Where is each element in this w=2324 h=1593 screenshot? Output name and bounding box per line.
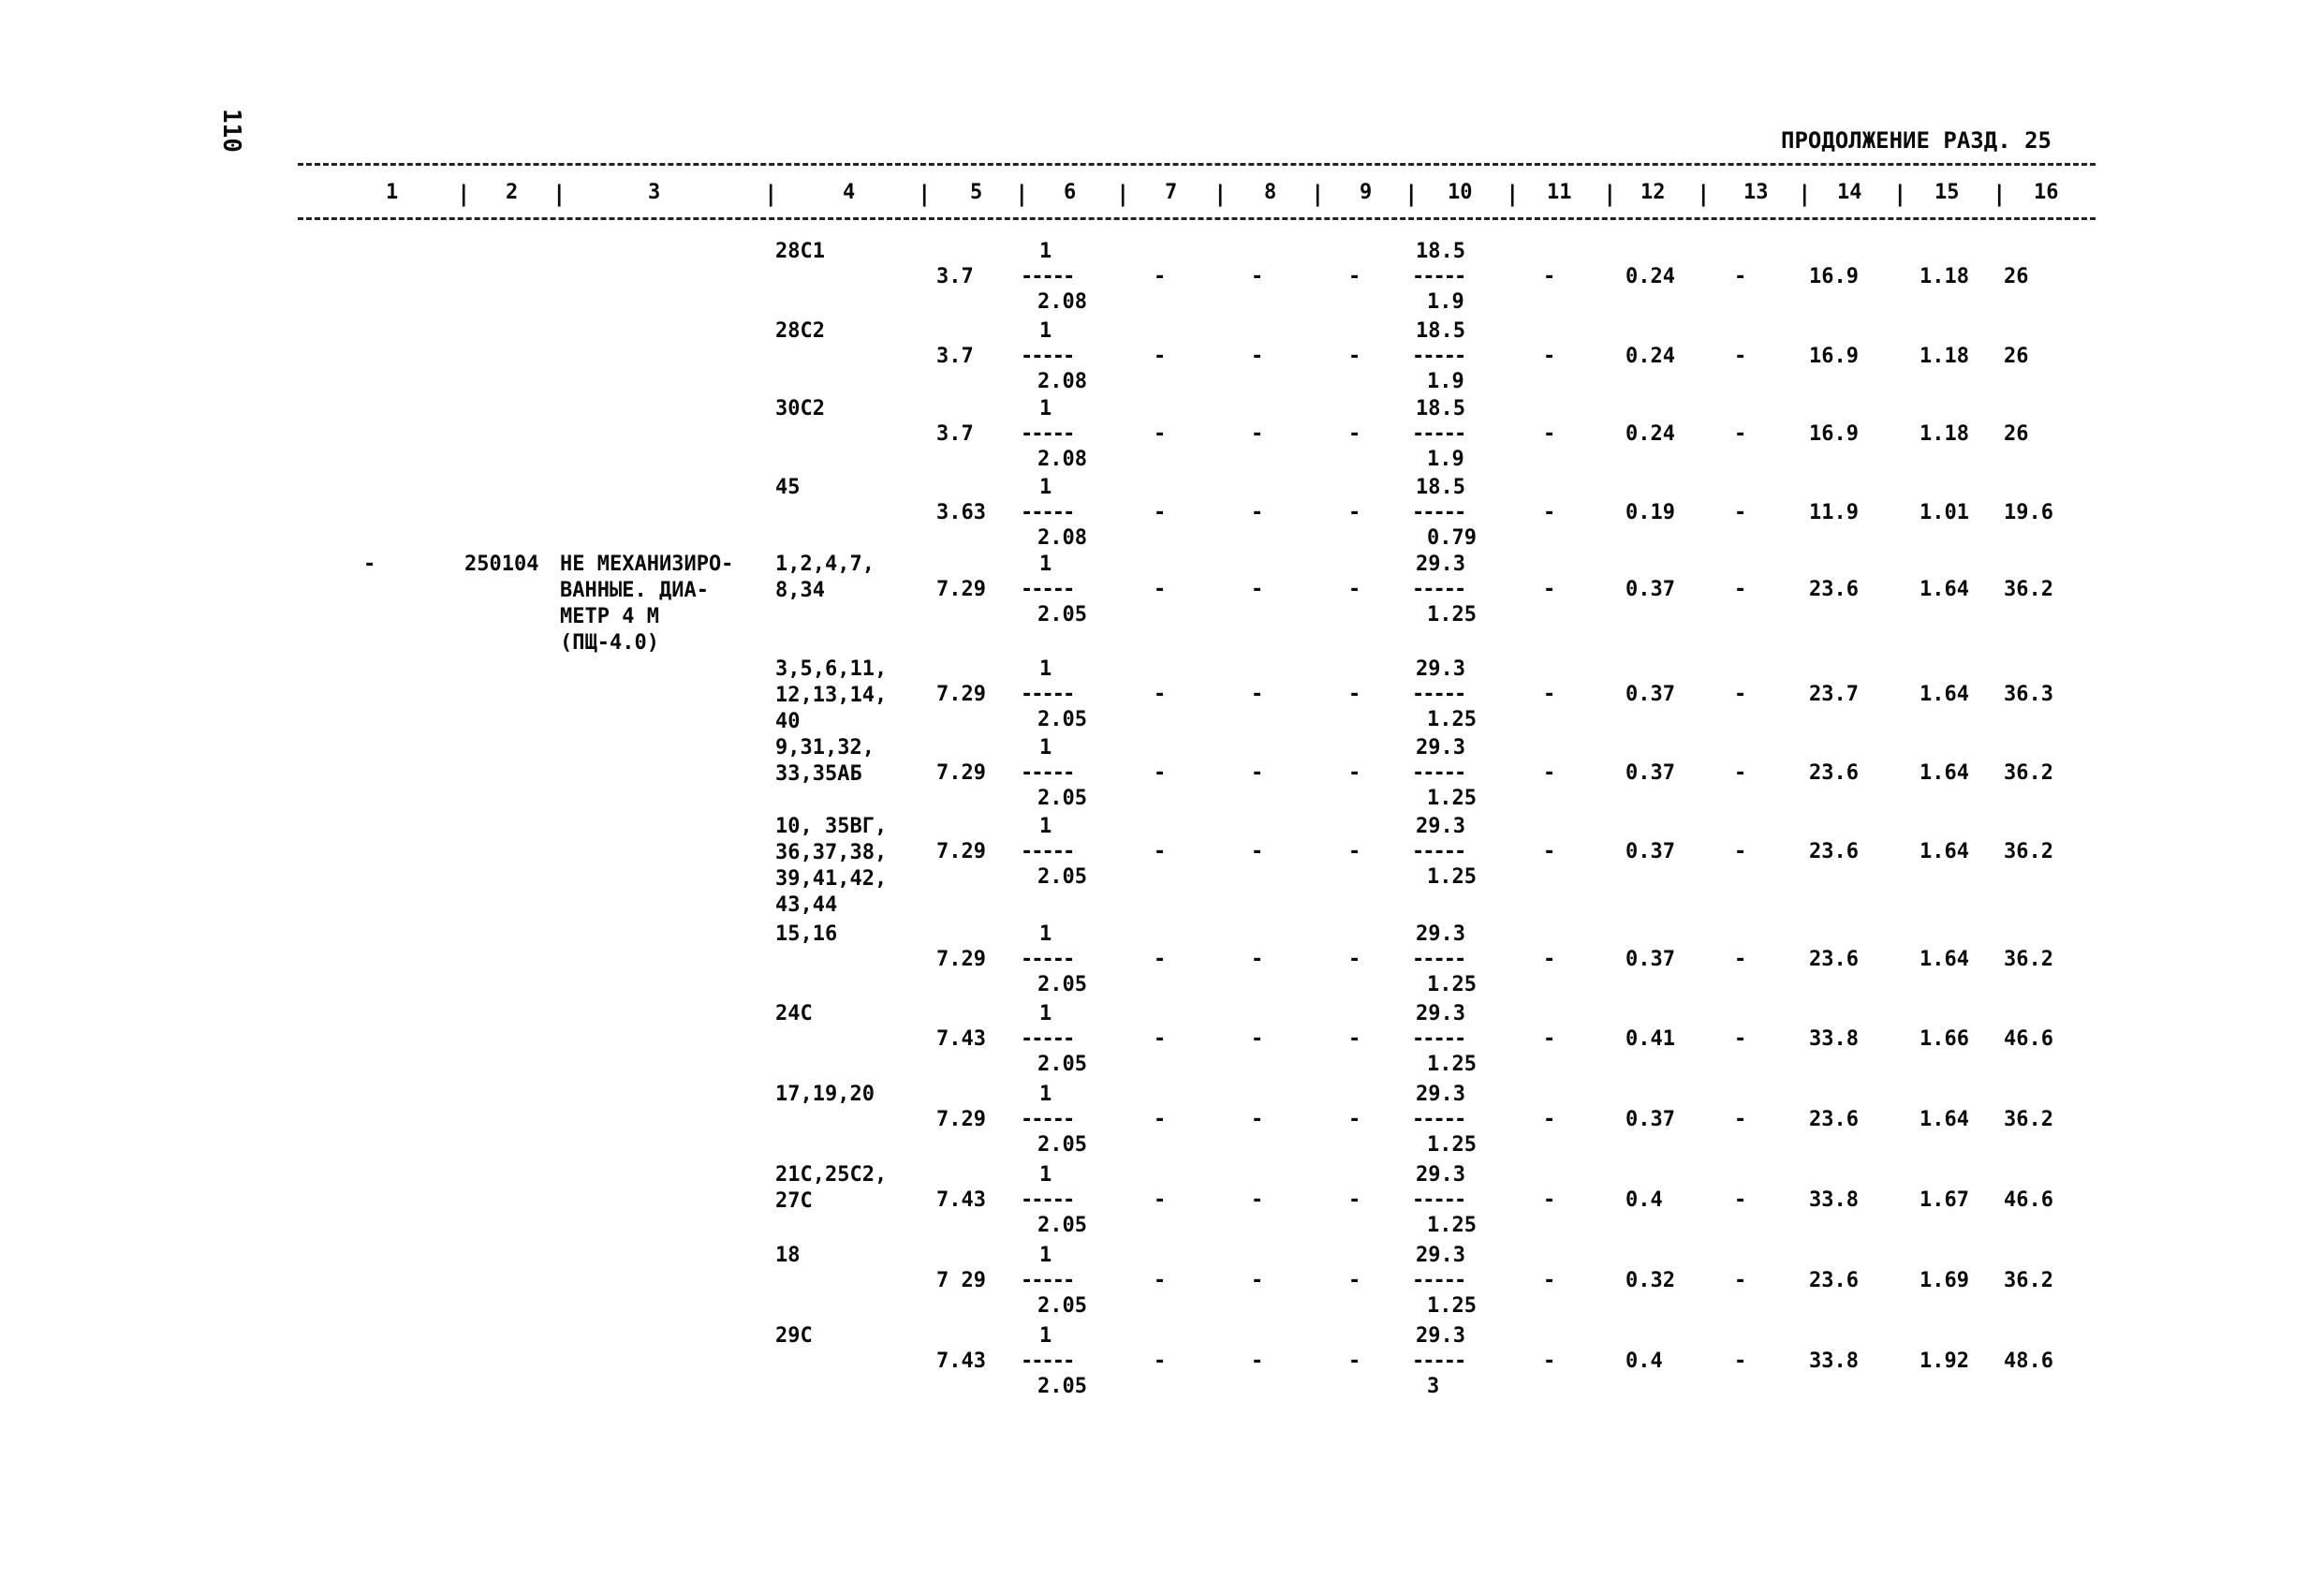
row-col10-fraction-bar: ----- xyxy=(1412,1269,1465,1292)
row-col6-numerator: 1 xyxy=(1039,1324,1052,1348)
row-col11: - xyxy=(1543,761,1556,785)
row-col15: 1.64 xyxy=(1920,683,1969,706)
row-col10-fraction-bar: ----- xyxy=(1412,1188,1465,1212)
row-col9: - xyxy=(1348,578,1361,601)
row-col15: 1.69 xyxy=(1920,1269,1969,1292)
row-col6-denominator: 2.05 xyxy=(1037,1294,1087,1318)
row-col6-numerator: 1 xyxy=(1039,1083,1052,1106)
column-header: 9 xyxy=(1360,181,1373,204)
row-col13: - xyxy=(1734,1269,1747,1292)
row-col14: 33.8 xyxy=(1809,1350,1859,1373)
column-header: 1 xyxy=(386,181,399,204)
row-col15: 1.64 xyxy=(1920,1108,1969,1131)
row-col11: - xyxy=(1543,1269,1556,1292)
column-separator: | xyxy=(1213,181,1228,207)
row-col14: 16.9 xyxy=(1809,265,1859,288)
row-col10-numerator: 29.3 xyxy=(1416,1244,1465,1267)
row-col16: 36.2 xyxy=(2004,948,2053,971)
row-col15: 1.92 xyxy=(1920,1350,1969,1373)
row-col6-denominator: 2.05 xyxy=(1037,1053,1087,1076)
row-col6-fraction-bar: ----- xyxy=(1021,1269,1074,1292)
row-col10-fraction-bar: ----- xyxy=(1412,422,1465,446)
row-col6-numerator: 1 xyxy=(1039,922,1052,946)
row-col12: 0.32 xyxy=(1625,1269,1675,1292)
row-col13: - xyxy=(1734,1188,1747,1212)
row-col14: 23.6 xyxy=(1809,578,1859,601)
row-col10-numerator: 29.3 xyxy=(1416,1002,1465,1025)
row-col10-numerator: 29.3 xyxy=(1416,1083,1465,1106)
row-col8: - xyxy=(1251,422,1264,446)
row-col10-fraction-bar: ----- xyxy=(1412,345,1465,368)
row-col8: - xyxy=(1251,1027,1264,1051)
row-col12: 0.4 xyxy=(1625,1188,1663,1212)
row-col10-numerator: 29.3 xyxy=(1416,553,1465,576)
row-col5: 3.7 xyxy=(936,265,974,288)
section-name-1: НЕ МЕХАНИЗИРО- xyxy=(560,553,734,576)
column-separator: | xyxy=(1893,181,1907,207)
section-code: 250104 xyxy=(464,553,539,576)
row-col8: - xyxy=(1251,1350,1264,1373)
row-col8: - xyxy=(1251,501,1264,524)
column-header: 8 xyxy=(1264,181,1277,204)
continuation-title: ПРОДОЛЖЕНИЕ РАЗД. 25 xyxy=(1781,127,2052,154)
row-col9: - xyxy=(1348,1108,1361,1131)
row-col10-denominator: 1.9 xyxy=(1427,448,1464,471)
row-col11: - xyxy=(1543,840,1556,863)
row-col9: - xyxy=(1348,422,1361,446)
row-col6-fraction-bar: ----- xyxy=(1021,345,1074,368)
row-col6-denominator: 2.08 xyxy=(1037,370,1087,393)
row-col15: 1.18 xyxy=(1920,422,1969,446)
row-col5: 7.29 xyxy=(936,840,986,863)
row-col10-fraction-bar: ----- xyxy=(1412,840,1465,863)
row-col9: - xyxy=(1348,1350,1361,1373)
row-col10-denominator: 1.25 xyxy=(1427,1133,1477,1157)
row-col6-numerator: 1 xyxy=(1039,1002,1052,1025)
row-col4-line: 18 xyxy=(775,1244,801,1267)
section-name-4: (ПЩ-4.0) xyxy=(560,631,659,655)
column-separator: | xyxy=(1015,181,1029,207)
row-col5: 3.63 xyxy=(936,501,986,524)
row-col9: - xyxy=(1348,683,1361,706)
column-separator: | xyxy=(1506,181,1520,207)
row-col8: - xyxy=(1251,1108,1264,1131)
row-col5: 7.29 xyxy=(936,761,986,785)
row-col13: - xyxy=(1734,501,1747,524)
row-col11: - xyxy=(1543,578,1556,601)
row-col10-denominator: 1.25 xyxy=(1427,708,1477,731)
row-col6-denominator: 2.05 xyxy=(1037,603,1087,627)
row-col4-line: 12,13,14, xyxy=(775,684,888,707)
row-col4-line: 45 xyxy=(775,476,801,499)
row-col6-fraction-bar: ----- xyxy=(1021,948,1074,971)
row-col8: - xyxy=(1251,948,1264,971)
row-col10-numerator: 18.5 xyxy=(1416,319,1465,343)
row-col5: 3.7 xyxy=(936,422,974,446)
row-col16: 46.6 xyxy=(2004,1188,2053,1212)
row-col8: - xyxy=(1251,840,1264,863)
row-col9: - xyxy=(1348,761,1361,785)
column-header: 12 xyxy=(1640,181,1666,204)
row-col6-fraction-bar: ----- xyxy=(1021,1350,1074,1373)
row-col8: - xyxy=(1251,1269,1264,1292)
column-separator: | xyxy=(1311,181,1325,207)
row-col10-denominator: 1.25 xyxy=(1427,603,1477,627)
row-col10-fraction-bar: ----- xyxy=(1412,683,1465,706)
column-separator: | xyxy=(1697,181,1711,207)
row-col12: 0.37 xyxy=(1625,578,1675,601)
row-col12: 0.37 xyxy=(1625,840,1675,863)
row-col4-line: 28С1 xyxy=(775,240,825,263)
row-col15: 1.64 xyxy=(1920,840,1969,863)
column-separator: | xyxy=(918,181,932,207)
column-header: 13 xyxy=(1743,181,1769,204)
row-col7: - xyxy=(1154,948,1167,971)
row-col10-numerator: 29.3 xyxy=(1416,1324,1465,1348)
row-col8: - xyxy=(1251,1188,1264,1212)
row-col6-fraction-bar: ----- xyxy=(1021,1188,1074,1212)
row-col11: - xyxy=(1543,948,1556,971)
row-col4-line: 39,41,42, xyxy=(775,867,888,891)
row-col15: 1.64 xyxy=(1920,578,1969,601)
column-header: 11 xyxy=(1547,181,1572,204)
row-col6-fraction-bar: ----- xyxy=(1021,422,1074,446)
column-separator: | xyxy=(1798,181,1812,207)
row-col10-denominator: 3 xyxy=(1427,1375,1440,1398)
row-col4-line: 10, 35ВГ, xyxy=(775,815,888,838)
row-col6-denominator: 2.08 xyxy=(1037,448,1087,471)
row-col4-line: 29С xyxy=(775,1324,813,1348)
row-col6-fraction-bar: ----- xyxy=(1021,578,1074,601)
row-col4-line: 9,31,32, xyxy=(775,736,875,760)
row-col7: - xyxy=(1154,422,1167,446)
row-col8: - xyxy=(1251,683,1264,706)
row-col6-denominator: 2.05 xyxy=(1037,787,1087,810)
row-col10-fraction-bar: ----- xyxy=(1412,1027,1465,1051)
row-col15: 1.18 xyxy=(1920,345,1969,368)
row-col6-fraction-bar: ----- xyxy=(1021,1027,1074,1051)
row-col10-fraction-bar: ----- xyxy=(1412,1350,1465,1373)
row-col9: - xyxy=(1348,948,1361,971)
row-col8: - xyxy=(1251,345,1264,368)
column-separator: | xyxy=(1116,181,1130,207)
row-col10-denominator: 1.9 xyxy=(1427,290,1464,314)
section-col1: - xyxy=(363,553,376,576)
row-col6-denominator: 2.05 xyxy=(1037,973,1087,996)
row-col4-line: 40 xyxy=(775,710,801,733)
row-col10-fraction-bar: ----- xyxy=(1412,501,1465,524)
row-col5: 7.43 xyxy=(936,1027,986,1051)
row-col10-fraction-bar: ----- xyxy=(1412,948,1465,971)
row-col9: - xyxy=(1348,345,1361,368)
row-col11: - xyxy=(1543,683,1556,706)
row-col16: 36.2 xyxy=(2004,1108,2053,1131)
row-col11: - xyxy=(1543,345,1556,368)
row-col12: 0.37 xyxy=(1625,948,1675,971)
column-header: 16 xyxy=(2034,181,2059,204)
row-col6-numerator: 1 xyxy=(1039,657,1052,681)
row-col10-denominator: 1.25 xyxy=(1427,1214,1477,1237)
row-col9: - xyxy=(1348,265,1361,288)
row-col14: 11.9 xyxy=(1809,501,1859,524)
row-col11: - xyxy=(1543,1350,1556,1373)
row-col5: 7.29 xyxy=(936,578,986,601)
row-col6-numerator: 1 xyxy=(1039,397,1052,420)
row-col4-line: 28С2 xyxy=(775,319,825,343)
row-col4-line: 43,44 xyxy=(775,893,838,917)
row-col7: - xyxy=(1154,1269,1167,1292)
row-col13: - xyxy=(1734,422,1747,446)
row-col12: 0.37 xyxy=(1625,683,1675,706)
row-col4-line: 33,35АБ xyxy=(775,762,862,786)
row-col5: 3.7 xyxy=(936,345,974,368)
column-header: 15 xyxy=(1934,181,1960,204)
row-col5: 7.29 xyxy=(936,948,986,971)
row-col6-denominator: 2.05 xyxy=(1037,865,1087,889)
row-col12: 0.37 xyxy=(1625,1108,1675,1131)
row-col10-numerator: 29.3 xyxy=(1416,657,1465,681)
row-col6-numerator: 1 xyxy=(1039,736,1052,760)
row-col7: - xyxy=(1154,1350,1167,1373)
row-col15: 1.64 xyxy=(1920,761,1969,785)
row-col6-fraction-bar: ----- xyxy=(1021,683,1074,706)
row-col16: 26 xyxy=(2004,265,2029,288)
row-col4-line: 8,34 xyxy=(775,579,825,602)
row-col6-numerator: 1 xyxy=(1039,1163,1052,1187)
row-col12: 0.24 xyxy=(1625,422,1675,446)
row-col12: 0.24 xyxy=(1625,265,1675,288)
row-col7: - xyxy=(1154,345,1167,368)
row-col16: 36.3 xyxy=(2004,683,2053,706)
header-bottom-rule xyxy=(298,217,2096,220)
row-col9: - xyxy=(1348,501,1361,524)
row-col4-line: 36,37,38, xyxy=(775,841,888,864)
row-col10-denominator: 1.25 xyxy=(1427,787,1477,810)
row-col4-line: 17,19,20 xyxy=(775,1083,875,1106)
row-col5: 7.29 xyxy=(936,683,986,706)
row-col6-numerator: 1 xyxy=(1039,476,1052,499)
row-col6-denominator: 2.08 xyxy=(1037,526,1087,550)
row-col11: - xyxy=(1543,265,1556,288)
row-col13: - xyxy=(1734,1108,1747,1131)
row-col7: - xyxy=(1154,501,1167,524)
row-col14: 23.6 xyxy=(1809,840,1859,863)
row-col10-denominator: 1.25 xyxy=(1427,1053,1477,1076)
row-col15: 1.66 xyxy=(1920,1027,1969,1051)
row-col12: 0.41 xyxy=(1625,1027,1675,1051)
row-col16: 19.6 xyxy=(2004,501,2053,524)
row-col13: - xyxy=(1734,948,1747,971)
row-col13: - xyxy=(1734,683,1747,706)
row-col13: - xyxy=(1734,345,1747,368)
row-col9: - xyxy=(1348,1188,1361,1212)
row-col16: 36.2 xyxy=(2004,840,2053,863)
row-col15: 1.01 xyxy=(1920,501,1969,524)
row-col4-line: 15,16 xyxy=(775,922,838,946)
column-header: 7 xyxy=(1165,181,1178,204)
row-col7: - xyxy=(1154,840,1167,863)
row-col4-line: 21С,25С2, xyxy=(775,1163,888,1187)
row-col13: - xyxy=(1734,578,1747,601)
row-col6-denominator: 2.05 xyxy=(1037,1375,1087,1398)
row-col10-denominator: 1.25 xyxy=(1427,1294,1477,1318)
row-col9: - xyxy=(1348,1269,1361,1292)
row-col7: - xyxy=(1154,1027,1167,1051)
row-col10-denominator: 1.25 xyxy=(1427,865,1477,889)
row-col11: - xyxy=(1543,501,1556,524)
row-col4-line: 27С xyxy=(775,1189,813,1213)
row-col4-line: 24С xyxy=(775,1002,813,1025)
row-col8: - xyxy=(1251,761,1264,785)
row-col6-fraction-bar: ----- xyxy=(1021,761,1074,785)
column-separator: | xyxy=(1603,181,1617,207)
column-separator: | xyxy=(552,181,566,207)
row-col10-denominator: 1.25 xyxy=(1427,973,1477,996)
row-col10-numerator: 29.3 xyxy=(1416,815,1465,838)
row-col6-fraction-bar: ----- xyxy=(1021,501,1074,524)
column-header: 5 xyxy=(970,181,983,204)
row-col11: - xyxy=(1543,1188,1556,1212)
row-col6-numerator: 1 xyxy=(1039,1244,1052,1267)
row-col6-numerator: 1 xyxy=(1039,815,1052,838)
row-col10-denominator: 0.79 xyxy=(1427,526,1477,550)
row-col16: 36.2 xyxy=(2004,761,2053,785)
row-col15: 1.67 xyxy=(1920,1188,1969,1212)
column-header: 2 xyxy=(506,181,519,204)
row-col6-fraction-bar: ----- xyxy=(1021,265,1074,288)
row-col10-fraction-bar: ----- xyxy=(1412,761,1465,785)
row-col16: 36.2 xyxy=(2004,1269,2053,1292)
row-col4-line: 1,2,4,7, xyxy=(775,553,875,576)
row-col7: - xyxy=(1154,578,1167,601)
row-col11: - xyxy=(1543,1027,1556,1051)
column-header: 6 xyxy=(1064,181,1077,204)
row-col14: 33.8 xyxy=(1809,1027,1859,1051)
column-header: 4 xyxy=(843,181,856,204)
row-col10-numerator: 18.5 xyxy=(1416,397,1465,420)
row-col14: 16.9 xyxy=(1809,345,1859,368)
row-col15: 1.64 xyxy=(1920,948,1969,971)
row-col12: 0.19 xyxy=(1625,501,1675,524)
row-col10-fraction-bar: ----- xyxy=(1412,578,1465,601)
row-col13: - xyxy=(1734,265,1747,288)
row-col7: - xyxy=(1154,1188,1167,1212)
row-col14: 23.6 xyxy=(1809,948,1859,971)
row-col5: 7.43 xyxy=(936,1188,986,1212)
row-col10-fraction-bar: ----- xyxy=(1412,265,1465,288)
row-col10-numerator: 29.3 xyxy=(1416,1163,1465,1187)
row-col10-fraction-bar: ----- xyxy=(1412,1108,1465,1131)
row-col14: 23.6 xyxy=(1809,1269,1859,1292)
row-col9: - xyxy=(1348,840,1361,863)
row-col16: 46.6 xyxy=(2004,1027,2053,1051)
row-col14: 16.9 xyxy=(1809,422,1859,446)
header-top-rule xyxy=(298,163,2096,166)
row-col12: 0.24 xyxy=(1625,345,1675,368)
row-col14: 23.6 xyxy=(1809,761,1859,785)
row-col5: 7.29 xyxy=(936,1108,986,1131)
row-col10-numerator: 29.3 xyxy=(1416,736,1465,760)
row-col12: 0.4 xyxy=(1625,1350,1663,1373)
column-separator: | xyxy=(1405,181,1419,207)
section-name-3: МЕТР 4 М xyxy=(560,605,659,628)
row-col6-fraction-bar: ----- xyxy=(1021,840,1074,863)
row-col16: 36.2 xyxy=(2004,578,2053,601)
row-col7: - xyxy=(1154,761,1167,785)
page-number: 110 xyxy=(217,109,245,153)
row-col4-line: 3,5,6,11, xyxy=(775,657,888,681)
row-col14: 23.7 xyxy=(1809,683,1859,706)
row-col7: - xyxy=(1154,1108,1167,1131)
row-col12: 0.37 xyxy=(1625,761,1675,785)
row-col10-numerator: 29.3 xyxy=(1416,922,1465,946)
row-col16: 26 xyxy=(2004,345,2029,368)
row-col13: - xyxy=(1734,840,1747,863)
row-col10-numerator: 18.5 xyxy=(1416,240,1465,263)
row-col6-numerator: 1 xyxy=(1039,319,1052,343)
row-col16: 48.6 xyxy=(2004,1350,2053,1373)
row-col6-fraction-bar: ----- xyxy=(1021,1108,1074,1131)
row-col14: 33.8 xyxy=(1809,1188,1859,1212)
row-col11: - xyxy=(1543,1108,1556,1131)
row-col13: - xyxy=(1734,761,1747,785)
row-col7: - xyxy=(1154,683,1167,706)
row-col15: 1.18 xyxy=(1920,265,1969,288)
row-col10-numerator: 18.5 xyxy=(1416,476,1465,499)
column-separator: | xyxy=(457,181,471,207)
row-col8: - xyxy=(1251,578,1264,601)
column-separator: | xyxy=(1993,181,2007,207)
column-header: 10 xyxy=(1448,181,1473,204)
row-col13: - xyxy=(1734,1350,1747,1373)
row-col6-denominator: 2.05 xyxy=(1037,1214,1087,1237)
row-col5: 7.43 xyxy=(936,1350,986,1373)
row-col8: - xyxy=(1251,265,1264,288)
row-col6-numerator: 1 xyxy=(1039,553,1052,576)
column-header: 3 xyxy=(648,181,661,204)
row-col7: - xyxy=(1154,265,1167,288)
column-separator: | xyxy=(764,181,778,207)
row-col13: - xyxy=(1734,1027,1747,1051)
row-col10-denominator: 1.9 xyxy=(1427,370,1464,393)
row-col5: 7 29 xyxy=(936,1269,986,1292)
row-col6-denominator: 2.08 xyxy=(1037,290,1087,314)
column-header: 14 xyxy=(1837,181,1862,204)
row-col6-numerator: 1 xyxy=(1039,240,1052,263)
row-col9: - xyxy=(1348,1027,1361,1051)
row-col6-denominator: 2.05 xyxy=(1037,1133,1087,1157)
row-col4-line: 30С2 xyxy=(775,397,825,420)
section-name-2: ВАННЫЕ. ДИА- xyxy=(560,579,709,602)
row-col11: - xyxy=(1543,422,1556,446)
row-col16: 26 xyxy=(2004,422,2029,446)
row-col6-denominator: 2.05 xyxy=(1037,708,1087,731)
row-col14: 23.6 xyxy=(1809,1108,1859,1131)
